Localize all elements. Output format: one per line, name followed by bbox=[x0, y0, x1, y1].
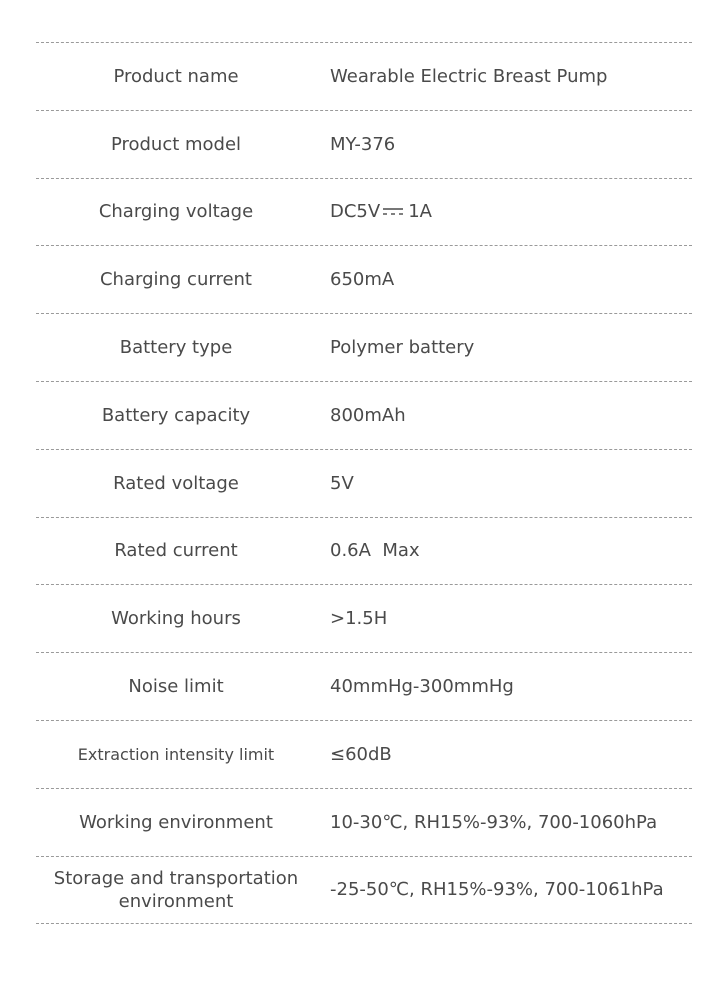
spec-value-suffix: 1A bbox=[408, 201, 432, 223]
spec-row-storage-environment bbox=[36, 857, 692, 925]
spec-label: Charging current bbox=[99, 269, 252, 291]
spec-label: Charging voltage bbox=[98, 201, 254, 223]
spec-label: Working hours bbox=[111, 608, 241, 630]
spec-label: Extraction intensity limit bbox=[77, 744, 275, 764]
spec-label: Battery type bbox=[119, 337, 233, 359]
spec-row-noise-limit bbox=[36, 653, 692, 721]
spec-row-product-model bbox=[36, 111, 692, 179]
spec-value: 800mAh bbox=[330, 404, 406, 426]
spec-value: 10-30℃, RH15%-93%, 700-1060hPa bbox=[330, 811, 658, 833]
spec-row-extraction-intensity-limit bbox=[36, 721, 692, 789]
spec-label: Noise limit bbox=[128, 676, 224, 698]
spec-value: >1.5H bbox=[330, 608, 388, 630]
spec-label: Product model bbox=[110, 133, 242, 155]
spec-row-charging-current bbox=[36, 246, 692, 314]
spec-label: Rated current bbox=[114, 540, 238, 562]
spec-value: 0.6A Max bbox=[330, 540, 420, 562]
spec-label-line: environment bbox=[118, 890, 234, 912]
spec-row-rated-current bbox=[36, 518, 692, 586]
spec-value bbox=[316, 201, 432, 222]
spec-row-rated-voltage bbox=[36, 450, 692, 518]
spec-label: Working environment bbox=[79, 811, 273, 833]
spec-row-product-name bbox=[36, 43, 692, 111]
spec-value: MY-376 bbox=[330, 133, 396, 155]
spec-value: Polymer battery bbox=[330, 337, 475, 359]
spec-label: Product name bbox=[113, 65, 239, 87]
spec-value: ≤60dB bbox=[330, 743, 392, 765]
spec-value: 650mA bbox=[330, 269, 395, 291]
spec-value: Wearable Electric Breast Pump bbox=[330, 65, 608, 87]
spec-row-working-hours bbox=[36, 585, 692, 653]
spec-label-line: Storage and transportation bbox=[53, 867, 299, 889]
spec-label: Battery capacity bbox=[101, 404, 251, 426]
spec-value: -25-50℃, RH15%-93%, 700-1061hPa bbox=[330, 879, 664, 901]
spec-row-working-environment bbox=[36, 789, 692, 857]
spec-value: 5V bbox=[330, 472, 354, 494]
spec-row-charging-voltage bbox=[36, 179, 692, 247]
spec-value: 40mmHg-300mmHg bbox=[330, 676, 514, 698]
spec-table bbox=[36, 42, 692, 924]
spec-row-battery-capacity bbox=[36, 382, 692, 450]
spec-label bbox=[36, 867, 316, 913]
dc-current-symbol-icon bbox=[382, 207, 404, 216]
spec-row-battery-type bbox=[36, 314, 692, 382]
spec-label: Rated voltage bbox=[113, 472, 239, 494]
spec-value-prefix: DC5V bbox=[330, 201, 381, 223]
